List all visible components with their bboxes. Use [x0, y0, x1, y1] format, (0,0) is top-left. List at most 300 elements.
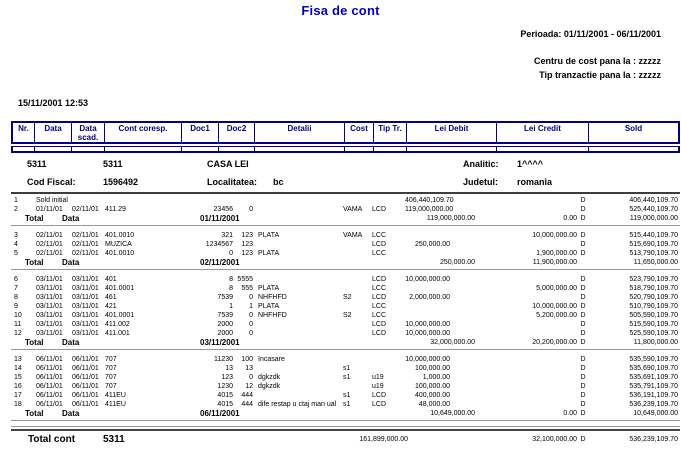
- group-separator: [11, 269, 680, 270]
- cell-sold: 520,790,109.70: [629, 294, 678, 301]
- cell-d1: 02/11/01: [36, 232, 63, 239]
- cell-sold: 523,790,109.70: [629, 276, 678, 283]
- table-row: [11, 329, 680, 338]
- cell-d1: 02/11/01: [36, 241, 63, 248]
- cell-doc1: 7539: [217, 294, 233, 301]
- table-row: [11, 364, 680, 373]
- column-header-5: Doc1: [182, 123, 219, 142]
- cell-nr: 15: [14, 374, 22, 381]
- table-row: [11, 196, 680, 205]
- cell-cost: s1: [343, 365, 351, 372]
- cell-d1: 03/11/01: [36, 276, 63, 283]
- cell-tip: u19: [372, 383, 384, 390]
- fiscal-code-value: 1596492: [103, 177, 139, 187]
- cell-cred: 10,000,000.00: [532, 303, 577, 310]
- cell-sold: 513,790,109.70: [629, 250, 678, 257]
- cell-tip: LCD: [372, 206, 387, 213]
- cell-d2: 02/11/01: [72, 232, 99, 239]
- table-row: [11, 249, 680, 258]
- cell-df: D: [580, 365, 586, 372]
- cell-doc2: 12: [245, 383, 253, 390]
- cell-det: [253, 275, 343, 284]
- cell-cost: S2: [343, 312, 352, 319]
- table-row: [11, 293, 680, 302]
- cell-tip: LCD: [372, 392, 387, 399]
- cell-cost: [343, 355, 372, 364]
- table-header-strip: [11, 146, 680, 153]
- cell-d2: 03/11/01: [72, 312, 99, 319]
- cell-cont: 401.0001: [105, 312, 135, 319]
- cell-doc1: [180, 196, 233, 205]
- cell-cont: 707: [105, 374, 117, 381]
- group-total-data-label: Data: [62, 409, 80, 418]
- grand-total-label: Total cont: [28, 434, 76, 445]
- cell-doc2: 0: [249, 312, 253, 319]
- cell-cost: [343, 382, 372, 391]
- cell-df: D: [580, 197, 586, 204]
- cell-nr: 8: [14, 294, 18, 301]
- cell-d2: 03/11/01: [72, 303, 99, 310]
- cell-doc1: 2000: [217, 330, 233, 337]
- cell-d1: 06/11/01: [36, 365, 63, 372]
- cell-nr: 11: [14, 321, 22, 328]
- cell-nr: 14: [14, 365, 22, 372]
- cell-cont: MUZICA: [105, 241, 132, 248]
- cell-d1: Sold initial: [36, 197, 68, 204]
- header-strip-cell: [13, 147, 35, 151]
- cell-cont: 707: [105, 383, 117, 390]
- cell-cost: s1: [343, 374, 351, 381]
- localitate-label: Localitatea:: [207, 177, 258, 187]
- cell-det: PLATA: [258, 285, 280, 292]
- cell-d2: 06/11/01: [72, 401, 99, 408]
- table-row: [11, 391, 680, 400]
- cell-df: D: [580, 294, 586, 301]
- group-total-date: 02/11/2001: [200, 258, 240, 267]
- group-total-label: Total: [25, 258, 44, 267]
- table-row: [11, 320, 680, 329]
- cell-sold: 525,440,109.70: [629, 206, 678, 213]
- cell-det: PLATA: [258, 303, 280, 310]
- cell-doc2: 444: [241, 401, 253, 408]
- table-row: [11, 284, 680, 293]
- cell-df: D: [580, 321, 586, 328]
- cell-d1: 03/11/01: [36, 312, 63, 319]
- cell-cost: s1: [343, 401, 351, 408]
- group-separator: [11, 225, 680, 226]
- cell-doc1: 8: [229, 276, 233, 283]
- cell-d2: 06/11/01: [72, 365, 99, 372]
- cell-cred: [450, 355, 577, 364]
- cell-nr: 6: [14, 276, 18, 283]
- cell-doc2: 555: [241, 285, 253, 292]
- cell-d2: 03/11/01: [72, 330, 99, 337]
- table-row: [11, 205, 680, 214]
- cell-det: [253, 364, 343, 373]
- column-header-2: Data: [35, 123, 72, 142]
- group-total-date: 03/11/2001: [200, 338, 240, 347]
- cell-sold: 536,239,109.70: [629, 401, 678, 408]
- cell-det: [253, 205, 343, 214]
- account-code: 5311: [27, 159, 47, 169]
- fiscal-code-label: Cod Fiscal:: [27, 177, 76, 187]
- cell-d1: 06/11/01: [36, 401, 63, 408]
- group-total-data-label: Data: [62, 214, 80, 223]
- cell-det: [253, 320, 343, 329]
- cell-tip: LCD: [372, 330, 387, 337]
- cell-det: [253, 240, 343, 249]
- header-strip-cell: [497, 147, 589, 151]
- account-divider: [11, 192, 680, 194]
- cell-cred: [450, 205, 577, 214]
- cell-tip: LCC: [372, 312, 387, 319]
- cell-doc1: 1234567: [205, 241, 233, 248]
- group-total-sold: 11,650,000.00: [633, 259, 678, 266]
- cell-doc1: 0: [229, 250, 233, 257]
- judet-value: romania: [517, 177, 553, 187]
- cell-doc1: 2000: [217, 321, 233, 328]
- column-header-7: Detalii: [255, 123, 345, 142]
- group-total-row: [11, 409, 680, 418]
- cell-tip: [372, 364, 405, 373]
- cell-deb: 119,000,000.00: [405, 206, 454, 213]
- cell-deb: 2,000,000.00: [409, 294, 450, 301]
- column-header-6: Doc2: [219, 123, 255, 142]
- cell-nr: 4: [14, 241, 18, 248]
- cell-tip: LCD: [372, 321, 387, 328]
- cell-sold: 535,691,109.70: [629, 374, 678, 381]
- table-row: [11, 275, 680, 284]
- column-header-10: Lei Debit: [407, 123, 497, 142]
- group-total-label: Total: [25, 214, 44, 223]
- cell-deb: 10,000,000.00: [405, 276, 450, 283]
- cell-df: D: [580, 276, 586, 283]
- cell-deb: 10,000,000.00: [405, 330, 450, 337]
- cell-deb: 400,000.00: [414, 392, 450, 399]
- cell-nr: 9: [14, 303, 18, 310]
- group-total-dflag: D: [580, 410, 586, 417]
- cell-doc1: 4015: [217, 401, 233, 408]
- cell-cost: VAMA: [343, 232, 363, 239]
- table-row: [11, 382, 680, 391]
- cell-sold: 515,690,109.70: [629, 241, 678, 248]
- group-total-sold: 10,649,000.00: [633, 410, 678, 417]
- group-total-data-label: Data: [62, 338, 80, 347]
- table-header-row: [11, 121, 680, 144]
- page-title: Fisa de cont: [301, 3, 380, 18]
- cell-d1: 03/11/01: [36, 330, 63, 337]
- cell-cred: 5,200,000.00: [536, 312, 577, 319]
- cell-d1: 03/11/01: [36, 285, 63, 292]
- cell-det: NHFHFD: [258, 294, 287, 301]
- cell-df: D: [580, 383, 586, 390]
- group-total-credit: 11,900,000.00: [532, 259, 577, 266]
- cell-det: [253, 329, 343, 338]
- cell-doc1: 4015: [217, 392, 233, 399]
- grand-total-row: [11, 433, 680, 447]
- cell-tip: LCD: [372, 241, 387, 248]
- header-strip-cell: [589, 147, 678, 151]
- cell-doc2: 123: [241, 250, 253, 257]
- cell-df: D: [580, 312, 586, 319]
- cell-deb: 1,000.00: [422, 374, 450, 381]
- group-total-debit: 250,000.00: [439, 259, 475, 266]
- cell-cont: 411.002: [105, 321, 130, 328]
- cell-d1: 01/11/01: [36, 206, 63, 213]
- cell-d2: 06/11/01: [72, 392, 99, 399]
- cell-cost: [343, 329, 372, 338]
- cell-deb: [405, 231, 450, 240]
- cell-doc2: 123: [241, 232, 253, 239]
- cell-df: D: [580, 392, 586, 399]
- cell-deb: 10,000,000.00: [405, 356, 450, 363]
- group-total-dflag: D: [580, 215, 586, 222]
- cell-doc1: 11230: [214, 356, 233, 363]
- cell-cost: VAMA: [343, 206, 363, 213]
- cell-det: PLATA: [258, 232, 280, 239]
- cell-sold: 535,590,109.70: [629, 356, 678, 363]
- table-body: [11, 196, 680, 447]
- header-strip-cell: [182, 147, 219, 151]
- column-header-9: Tip Tr.: [374, 123, 407, 142]
- cell-cost: [343, 240, 372, 249]
- cell-deb: [405, 284, 450, 293]
- table-row: [11, 373, 680, 382]
- group-total-debit: 119,000,000.00: [426, 215, 475, 222]
- cell-doc2: 444: [241, 392, 253, 399]
- cell-tip: LCC: [372, 250, 387, 257]
- group-total-row: [11, 338, 680, 347]
- cell-doc2: 0: [249, 321, 253, 328]
- table-row: [11, 240, 680, 249]
- cell-cont: 707: [105, 356, 117, 363]
- table-row: [11, 302, 680, 311]
- table-row: [11, 231, 680, 240]
- cell-df: D: [580, 206, 586, 213]
- cell-deb: [405, 311, 450, 320]
- group-total-row: [11, 214, 680, 223]
- cell-d2: [70, 196, 103, 205]
- cell-doc2: 0: [249, 294, 253, 301]
- report-timestamp: 15/11/2001 12:53: [18, 98, 89, 108]
- cell-df: D: [580, 285, 586, 292]
- cell-deb: [405, 249, 450, 258]
- cell-df: D: [580, 401, 586, 408]
- cell-df: D: [580, 356, 586, 363]
- column-header-8: Cost: [345, 123, 374, 142]
- cell-d1: 03/11/01: [36, 321, 63, 328]
- cell-d2: 02/11/01: [72, 206, 99, 213]
- cell-nr: 13: [14, 356, 22, 363]
- group-total-row: [11, 258, 680, 267]
- group-separator: [11, 349, 680, 350]
- cell-cont: 461: [105, 294, 117, 301]
- cell-d2: 06/11/01: [72, 356, 99, 363]
- cell-tip: LCC: [372, 303, 387, 310]
- cell-tip: LCD: [372, 276, 387, 283]
- grand-total-credit: 32,100,000.00: [532, 436, 577, 443]
- cell-cost: [343, 275, 372, 284]
- header-strip-cell: [72, 147, 105, 151]
- cell-tip: LCC: [372, 232, 387, 239]
- cell-doc1: 8: [229, 285, 233, 292]
- cell-doc1: 23456: [213, 206, 233, 213]
- cell-d2: 02/11/01: [72, 241, 99, 248]
- group-total-sold: 119,000,000.00: [629, 215, 678, 222]
- group-separator: [11, 420, 680, 421]
- cell-cred: [450, 196, 577, 205]
- cell-doc1: 321: [221, 232, 233, 239]
- group-total-debit: 10,649,000.00: [430, 410, 475, 417]
- cell-sold: 515,590,109.70: [629, 321, 678, 328]
- period-text: Perioada: 01/11/2001 - 06/11/2001: [520, 29, 661, 39]
- cell-cred: [450, 400, 577, 409]
- column-header-3: Data scad.: [72, 123, 105, 142]
- cell-det: [253, 196, 343, 205]
- cell-df: D: [580, 330, 586, 337]
- cell-d1: 06/11/01: [36, 383, 63, 390]
- group-total-dflag: [577, 258, 589, 267]
- cell-deb: 10,000,000.00: [405, 321, 450, 328]
- cell-df: D: [580, 232, 586, 239]
- table-row: [11, 311, 680, 320]
- group-total-date: 01/11/2001: [200, 214, 240, 223]
- localitate-value: bc: [273, 177, 284, 187]
- cell-sold: 535,690,109.70: [629, 365, 678, 372]
- cell-cont: [103, 196, 180, 205]
- cell-cont: 411.001: [105, 330, 130, 337]
- cell-deb: 100,000.00: [414, 383, 450, 390]
- cell-d2: 03/11/01: [72, 285, 99, 292]
- group-total-label: Total: [25, 338, 44, 347]
- cell-deb: 48,000.00: [418, 401, 450, 408]
- cell-nr: 2: [14, 206, 18, 213]
- cell-nr: 7: [14, 285, 18, 292]
- cell-d2: 03/11/01: [72, 294, 99, 301]
- cell-tip: [372, 196, 405, 205]
- header-strip-cell: [345, 147, 374, 151]
- cell-nr: 1: [14, 197, 18, 204]
- cell-sold: 510,790,109.70: [629, 303, 678, 310]
- cell-doc2: 0: [249, 374, 253, 381]
- cell-d1: 06/11/01: [36, 374, 63, 381]
- cell-cred: [450, 373, 577, 382]
- cell-deb: 406,440,109.70: [405, 197, 454, 204]
- cell-nr: 12: [14, 330, 22, 337]
- cell-doc2: 123: [241, 241, 253, 248]
- cell-doc2: 5555: [237, 276, 253, 283]
- group-total-credit: 0.00: [563, 410, 577, 417]
- cell-d1: 03/11/01: [36, 303, 63, 310]
- header-strip-cell: [374, 147, 407, 151]
- transaction-type-text: Tip tranzactie pana la : zzzzz: [539, 70, 661, 80]
- column-header-1: Nr.: [13, 123, 35, 142]
- grand-total-dflag: D: [580, 436, 586, 443]
- header-strip-cell: [407, 147, 497, 151]
- cell-det: dgkzdk: [258, 383, 281, 390]
- cell-nr: 18: [14, 401, 22, 408]
- group-total-gap: [103, 214, 200, 223]
- cell-cred: [450, 329, 577, 338]
- cell-sold: 536,191,109.70: [629, 392, 678, 399]
- cell-tip: [372, 355, 405, 364]
- cell-cost: [343, 320, 372, 329]
- group-total-data-label: Data: [62, 258, 80, 267]
- cell-det: dife restap u ctaj man ual: [258, 401, 337, 408]
- cell-doc2: 100: [241, 356, 253, 363]
- cell-deb: 250,000.00: [414, 241, 450, 248]
- cell-cred: 5,000,000.00: [536, 285, 577, 292]
- cell-cont: 411.29: [105, 206, 126, 213]
- group-total-debit: 32,000,000.00: [430, 339, 475, 346]
- cell-sold: 525,590,109.70: [629, 330, 678, 337]
- group-total-gap: [103, 409, 200, 418]
- cell-cont: 401.0010: [105, 250, 135, 257]
- cell-sold: 505,590,109.70: [629, 312, 678, 319]
- cell-doc1: 1230: [217, 383, 233, 390]
- header-strip-cell: [255, 147, 345, 151]
- table-row: [11, 355, 680, 364]
- group-total-date: 06/11/2001: [200, 409, 240, 418]
- cell-d1: 06/11/01: [36, 356, 63, 363]
- cell-cont: 707: [105, 365, 117, 372]
- header-strip-cell: [35, 147, 72, 151]
- column-header-11: Lei Credit: [497, 123, 589, 142]
- cell-tip: LCC: [372, 285, 387, 292]
- cell-sold: 406,440,109.70: [629, 197, 678, 204]
- cell-cred: 10,000,000.00: [532, 232, 577, 239]
- group-total-label: Total: [25, 409, 44, 418]
- analitic-value: 1^^^^: [517, 159, 544, 169]
- judet-label: Judetul:: [463, 177, 498, 187]
- cell-nr: 3: [14, 232, 18, 239]
- cell-d2: 06/11/01: [72, 374, 99, 381]
- cell-cost: [343, 284, 372, 293]
- cell-doc2: [233, 196, 253, 205]
- cell-det: [253, 391, 343, 400]
- column-header-4: Cont coresp.: [105, 123, 182, 142]
- cell-cred: [450, 240, 577, 249]
- cell-cred: [450, 391, 577, 400]
- cell-d1: 06/11/01: [36, 392, 63, 399]
- cell-nr: 16: [14, 383, 22, 390]
- header-strip-cell: [219, 147, 255, 151]
- cell-cost: [343, 302, 372, 311]
- cell-deb: [405, 302, 450, 311]
- cell-df: D: [580, 241, 586, 248]
- grand-total-top-line: [11, 426, 680, 427]
- account-name: CASA LEI: [207, 159, 249, 169]
- cell-doc1: 123: [221, 374, 233, 381]
- cell-doc1: 13: [225, 365, 233, 372]
- cell-sold: 518,790,109.70: [629, 285, 678, 292]
- cell-tip: LCD: [372, 401, 387, 408]
- cell-cred: [450, 382, 577, 391]
- table-row: [11, 400, 680, 409]
- cell-d2: 03/11/01: [72, 276, 99, 283]
- account-code-2: 5311: [103, 159, 123, 169]
- cell-df: D: [580, 303, 586, 310]
- cell-d1: 02/11/01: [36, 250, 63, 257]
- cell-d2: 02/11/01: [72, 250, 99, 257]
- cell-nr: 10: [14, 312, 22, 319]
- cell-doc2: 0: [249, 206, 253, 213]
- cell-cont: 401.0010: [105, 232, 135, 239]
- cell-det: Incasare: [258, 356, 285, 363]
- grand-total-account: 5311: [103, 434, 125, 445]
- cell-doc2: 1: [249, 303, 253, 310]
- cell-d2: 06/11/01: [72, 383, 99, 390]
